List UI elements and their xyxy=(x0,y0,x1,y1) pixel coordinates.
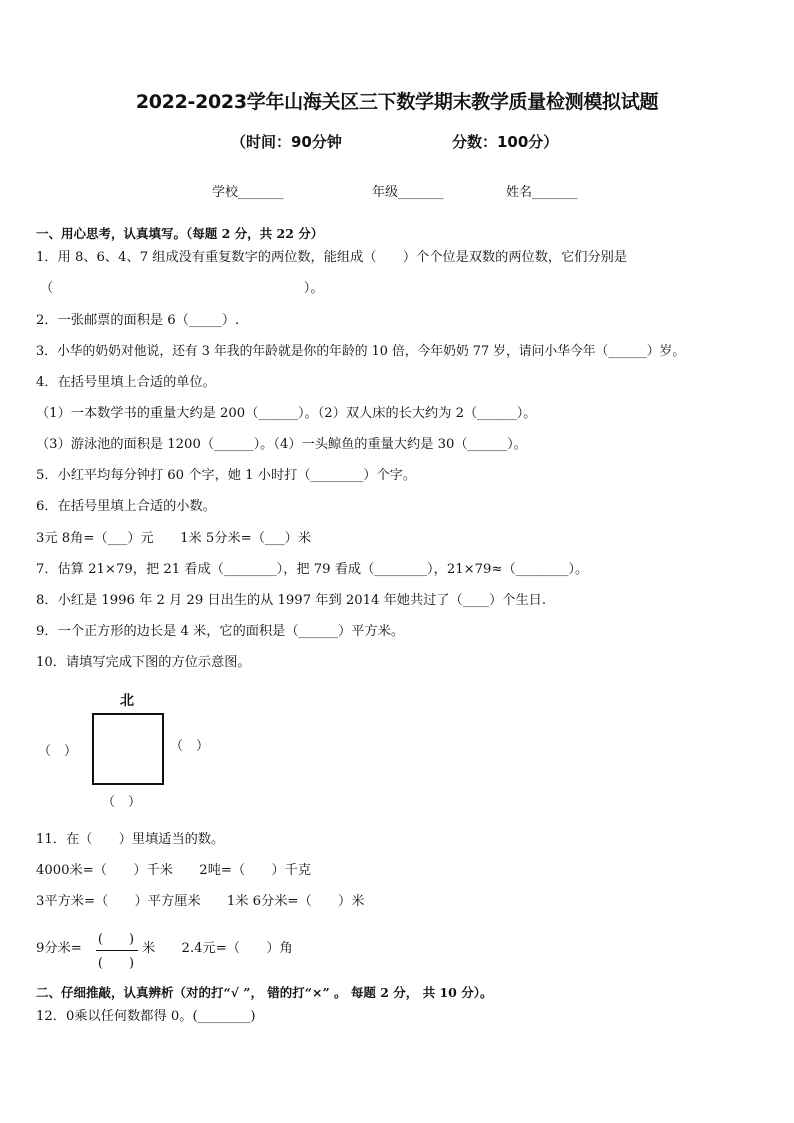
question-5: 5．小红平均每分钟打 60 个字，她 1 小时打（________）个字。 xyxy=(36,468,417,483)
question-11: 11．在（ ）里填适当的数。 xyxy=(36,832,225,847)
south-blank[interactable]: （ ） xyxy=(102,795,142,810)
question-4-part-a: （1）一本数学书的重量大约是 200（______）。（2）双人床的长大约为 2（______）。 xyxy=(36,406,537,421)
exam-time: （时间：90分钟 xyxy=(231,133,342,151)
question-1-line-2: （ ）。 xyxy=(40,281,324,296)
question-2: 2．一张邮票的面积是 6（_____）. xyxy=(36,313,240,328)
question-6-items: 3元 8角=（___）元 1米 5分米=（___）米 xyxy=(36,531,312,546)
section-2-heading: 二、仔细推敲，认真辨析（对的打“√ ”， 错的打“×” 。 每题 2 分， 共 10 分）。 xyxy=(36,985,493,1000)
school-field[interactable]: 学校_______ xyxy=(212,185,284,200)
question-11-row-2: 3平方米=（ ）平方厘米 1米 6分米=（ ）米 xyxy=(36,894,365,909)
north-label: 北 xyxy=(120,693,134,709)
grade-field[interactable]: 年级_______ xyxy=(372,185,444,200)
question-11-row-3-label: 9分米= xyxy=(36,941,82,956)
exam-score: 分数：100分） xyxy=(452,133,559,151)
direction-square xyxy=(92,713,164,785)
question-3: 3．小华的奶奶对他说，还有 3 年我的年龄就是你的年龄的 10 倍，今年奶奶 77 岁，请问小华今年（______）岁。 xyxy=(36,344,686,359)
page-title: 2022-2023学年山海关区三下数学期末教学质量检测模拟试题 xyxy=(135,91,659,113)
question-7: 7．估算 21×79，把 21 看成（________），把 79 看成（________），21×79≈（________）。 xyxy=(36,562,589,577)
question-6: 6．在括号里填上合适的小数。 xyxy=(36,499,216,514)
east-blank[interactable]: （ ） xyxy=(170,739,210,754)
question-8: 8．小红是 1996 年 2 月 29 日出生的从 1997 年到 2014 年她共过了（____）个生日. xyxy=(36,593,547,608)
fraction-bar xyxy=(96,950,138,951)
section-1-heading: 一、用心思考，认真填写。（每题 2 分，共 22 分） xyxy=(36,226,324,241)
fraction-blank[interactable] xyxy=(92,928,140,972)
fraction-denominator[interactable]: ( ) xyxy=(97,956,135,971)
question-9: 9．一个正方形的边长是 4 米，它的面积是（______）平方米。 xyxy=(36,624,405,639)
fraction-numerator[interactable]: ( ) xyxy=(97,932,135,947)
name-field[interactable]: 姓名_______ xyxy=(506,185,578,200)
question-10: 10．请填写完成下图的方位示意图。 xyxy=(36,655,251,670)
question-11-row-3-rest: 米 2.4元=（ ）角 xyxy=(142,941,293,956)
question-12: 12．0乘以任何数都得 0。(________) xyxy=(36,1009,256,1024)
question-11-row-1: 4000米=（ ）千米 2吨=（ ）千克 xyxy=(36,863,312,878)
question-4-part-b: （3）游泳池的面积是 1200（______）。（4）一头鲸鱼的重量大约是 30（______）。 xyxy=(36,437,527,452)
west-blank[interactable]: （ ） xyxy=(38,744,78,759)
question-1-line-1: 1．用 8、6、4、7 组成没有重复数字的两位数，能组成（ ）个个位是双数的两位数，它们分别是 xyxy=(36,250,628,265)
question-4: 4．在括号里填上合适的单位。 xyxy=(36,375,216,390)
